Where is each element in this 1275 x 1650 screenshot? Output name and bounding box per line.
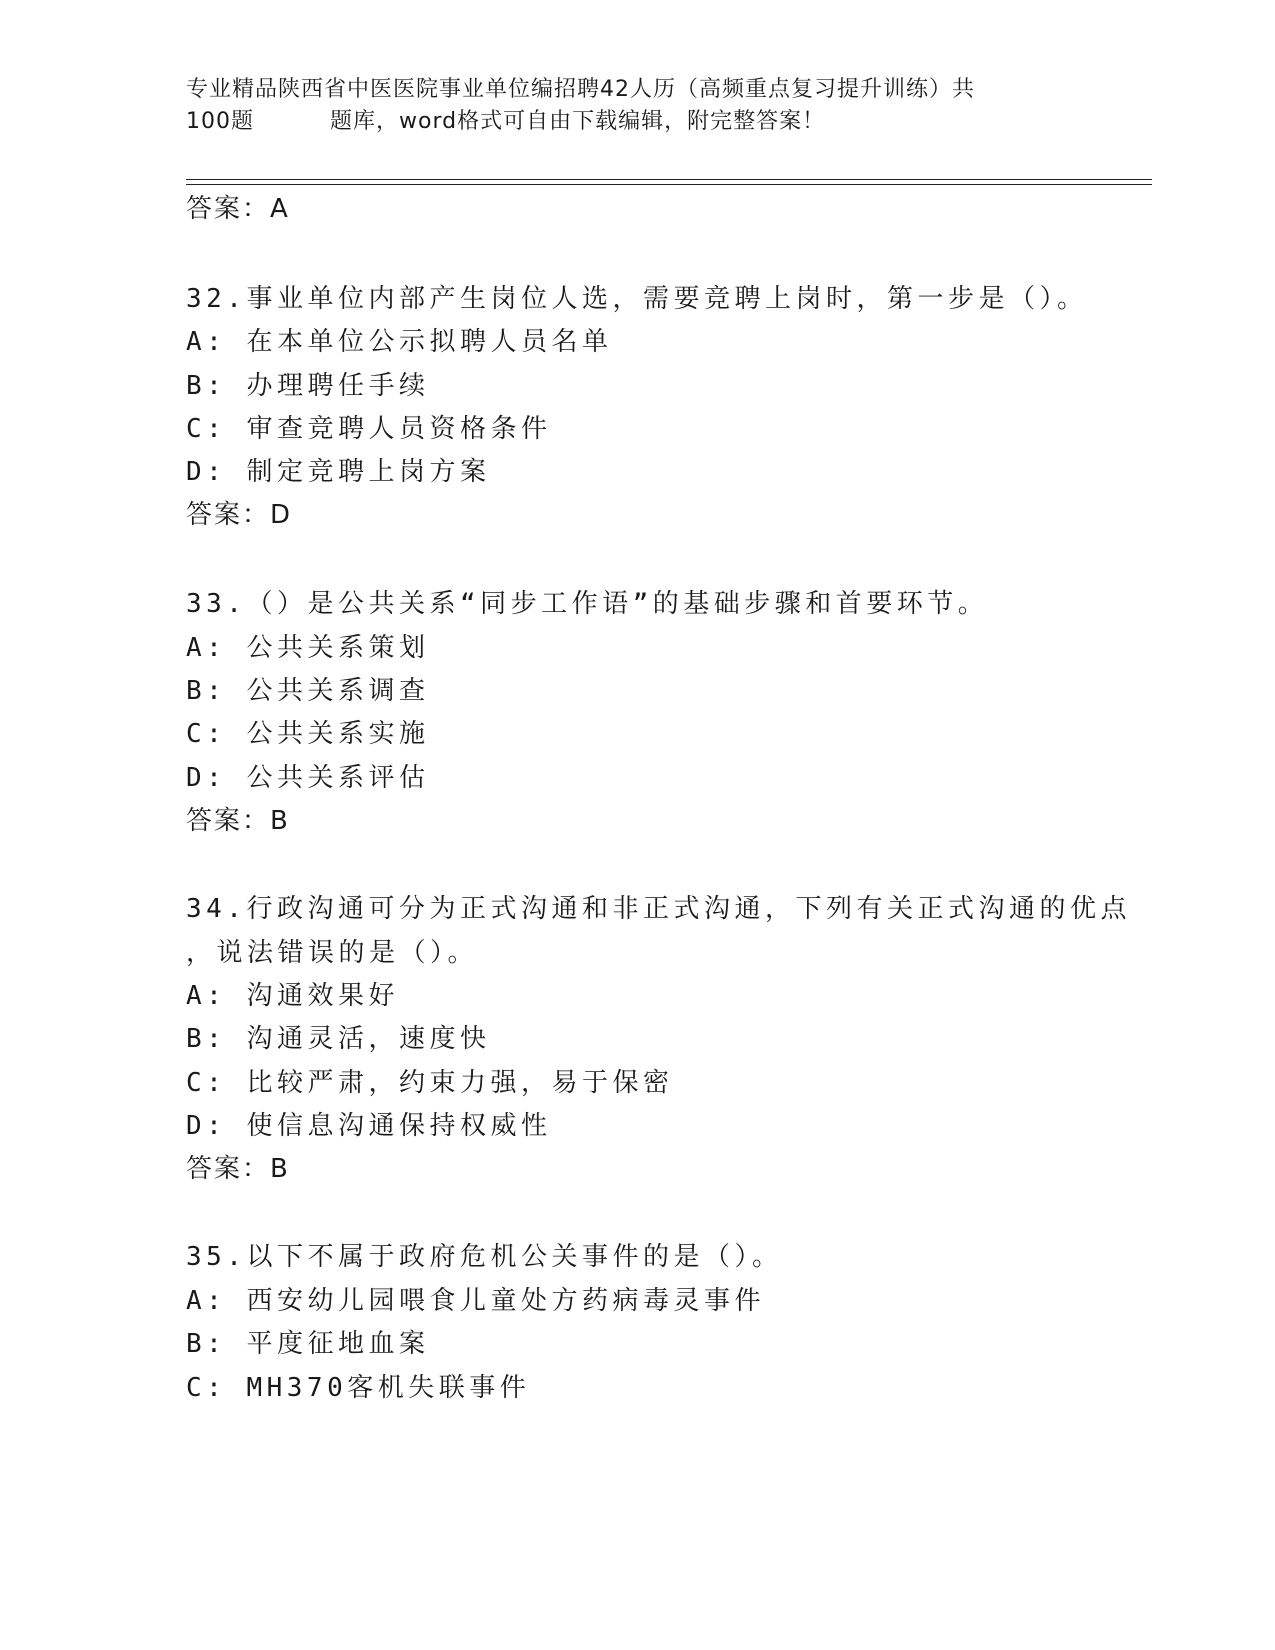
question-34-stem-line-1: 34.行政沟通可分为正式沟通和非正式沟通，下列有关正式沟通的优点: [186, 894, 1131, 924]
question-35-option-b: B: 平度征地血案: [186, 1329, 430, 1359]
question-32-option-b: B: 办理聘任手续: [186, 371, 430, 401]
header-divider-bottom: [186, 184, 1152, 185]
header-title-line-2: [186, 106, 1066, 138]
question-34-stem-line-2: ，说法错误的是（）。: [186, 938, 479, 968]
question-33-answer: 答案：B: [186, 806, 290, 836]
question-34-option-b: B: 沟通灵活，速度快: [186, 1024, 491, 1054]
previous-answer: 答案：A: [186, 194, 290, 224]
question-33-option-b: B: 公共关系调查: [186, 676, 430, 706]
header-title-line-1: 专业精品陕西省中医医院事业单位编招聘42人历（高频重点复习提升训练）共: [186, 77, 975, 102]
question-35-stem: 35.以下不属于政府危机公关事件的是（）。: [186, 1242, 783, 1272]
question-35-option-a: A: 西安幼儿园喂食儿童处方药病毒灵事件: [186, 1286, 765, 1316]
question-34-option-a: A: 沟通效果好: [186, 981, 399, 1011]
header-question-count: 100题: [186, 109, 254, 134]
question-33-option-d: D: 公共关系评估: [186, 763, 430, 793]
question-34-option-d: D: 使信息沟通保持权威性: [186, 1111, 552, 1141]
header-divider-top: [186, 179, 1152, 180]
question-33-option-a: A: 公共关系策划: [186, 633, 430, 663]
document-header: [186, 74, 1066, 138]
question-32-answer: 答案：D: [186, 500, 293, 530]
question-34-option-c: C: 比较严肃，约束力强，易于保密: [186, 1068, 674, 1098]
question-32-option-c: C: 审查竞聘人员资格条件: [186, 414, 552, 444]
header-subtitle: 题库，word格式可自由下载编辑，附完整答案！: [330, 109, 826, 134]
question-33-option-c: C: 公共关系实施: [186, 719, 430, 749]
question-32-option-a: A: 在本单位公示拟聘人员名单: [186, 327, 613, 357]
question-32-stem: 32.事业单位内部产生岗位人选，需要竞聘上岗时，第一步是（）。: [186, 284, 1088, 314]
question-33-stem: 33.（）是公共关系“同步工作语”的基础步骤和首要环节。: [186, 589, 989, 619]
question-32-option-d: D: 制定竞聘上岗方案: [186, 457, 491, 487]
question-35-option-c: C: MH370客机失联事件: [186, 1373, 531, 1403]
question-34-answer: 答案：B: [186, 1154, 290, 1184]
